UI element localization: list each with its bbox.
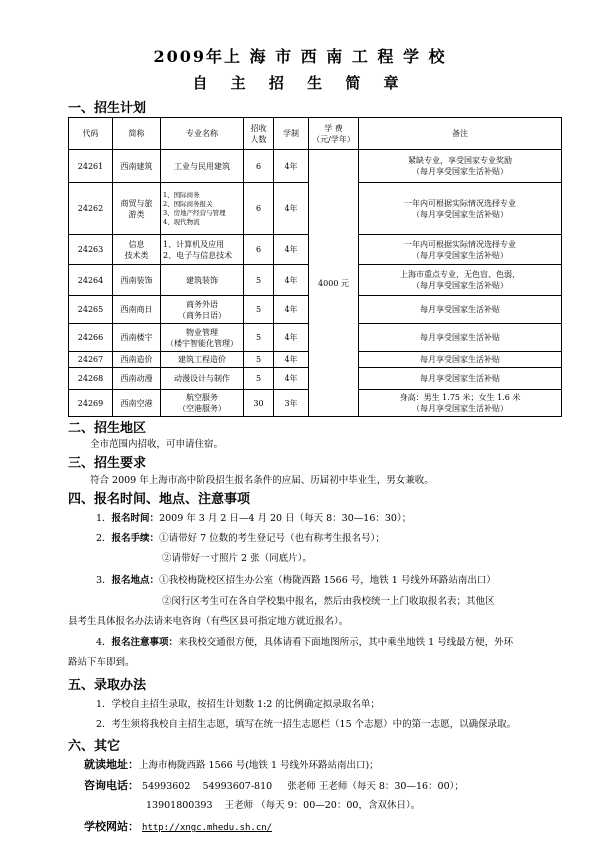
section-heading-requirement: 三、招生要求 [68, 456, 147, 471]
table-row: 24263 信息 技术类 1、计算机及应用 2、电子与信息技术 6 4年 一年内可根据实际情况选择专业 （每月享受国家生活补贴） [69, 235, 562, 265]
table-row: 24267 西南造价 建筑工程造价 5 4年 每月享受国家生活补贴 [69, 352, 562, 368]
contact-phone: 咨询电话： 54993602 54993607-810 张老师 王老师（每天 8：30—16：00）； [84, 779, 464, 792]
requirement-text: 符合 2009 年上海市高中阶段招生报名条件的应届、历届初中毕业生，男女兼收。 [90, 475, 434, 486]
signup-time: 1．报名时间：2009 年 3 月 2 日—4 月 20 日（每天 8：30—16：30）； [96, 513, 412, 524]
contact-phone-2: 13901800393 王老师 （每天 9：00—20：00，含双休日）。 [146, 800, 421, 811]
header-major: 专业名称 [161, 118, 244, 150]
admission-rule-2: 2．考生须将我校自主招生志愿，填写在统一招生志愿栏（15 个志愿）中的第一志愿，以确保录取。 [96, 719, 517, 730]
section-heading-other: 六、其它 [68, 739, 121, 754]
page-subtitle: 自 主 招 生 简 章 [192, 74, 408, 92]
header-years: 学制 [274, 118, 309, 150]
signup-procedure-2: ②请带好一寸照片 2 张（同底片）。 [162, 553, 312, 564]
table-row: 24266 西南楼宇 物业管理 （楼宇智能化管理） 5 4年 每月享受国家生活补贴 [69, 324, 562, 352]
table-row: 24264 西南装饰 建筑装饰 5 4年 上海市重点专业，无色盲、色弱， （每月享受国家生活补贴） [69, 265, 562, 296]
table-row: 24265 西南商日 商务外语 （商务日语） 5 4年 每月享受国家生活补贴 [69, 296, 562, 324]
school-website-link[interactable]: http://xngc.mhedu.sh.cn/ [142, 823, 273, 833]
table-row: 24262 商贸与旅 游类 1、国际商务 2、国际商务报关 3、房地产经营与管理 4、现代物流 6 4年 一年内可根据实际情况选择专业 （每月享受国家生活补贴） [69, 183, 562, 235]
section-heading-plan: 一、招生计划 [68, 101, 147, 116]
header-fee: 学 费 （元/学年） [309, 118, 359, 150]
header-short-name: 简称 [113, 118, 161, 150]
school-address: 就读地址：上海市梅陇西路 1566 号(地铁 1 号线外环路站南出口)； [84, 758, 379, 771]
signup-place: 3．报名地点：①我校梅陇校区招生办公室（梅陇西路 1566 号，地铁 1 号线外环路站南出口） [96, 575, 496, 586]
header-enrollment: 招收 人数 [244, 118, 274, 150]
fee-cell: 4000 元 [309, 150, 359, 417]
signup-procedure: 2．报名手续：①请带好 7 位数的考生登记号（也有称考生报名号）； [96, 533, 385, 544]
school-website: 学校网站： http://xngc.mhedu.sh.cn/ [84, 820, 273, 833]
signup-place-2: ②闵行区考生可在各自学校集中报名，然后由我校统一上门收取报名表；其他区 [162, 596, 495, 607]
signup-note-2: 路站下车即到。 [68, 657, 135, 668]
table-row: 24268 西南动漫 动漫设计与制作 5 4年 每月享受国家生活补贴 [69, 368, 562, 390]
header-code: 代码 [69, 118, 113, 150]
signup-note: 4．报名注意事项：来我校交通很方便，具体请看下面地图所示，其中乘坐地铁 1 号线最方便，外环 [96, 637, 514, 648]
section-heading-admission: 五、录取办法 [68, 678, 147, 693]
header-remark: 备注 [359, 118, 562, 150]
signup-place-3: 县考生具体报名办法请来电咨询（有些区县可指定地方就近报名）。 [68, 616, 349, 627]
page-title: 2009年上 海 市 西 南 工 程 学 校 [153, 47, 447, 66]
section-heading-region: 二、招生地区 [68, 421, 147, 436]
region-text: 全市范围内招收，可申请住宿。 [90, 439, 224, 450]
table-row: 24269 西南空港 航空服务 （空港服务） 30 3年 身高：男生 1.75 米；女生 1.6 米 （每月享受国家生活补贴） [69, 390, 562, 417]
enrollment-plan-table [68, 117, 562, 417]
table-header-row [69, 118, 562, 150]
section-heading-signup: 四、报名时间、地点、注意事项 [68, 492, 251, 507]
admission-rule-1: 1．学校自主招生录取，按招生计划数 1:2 的比例确定拟录取名单； [96, 699, 380, 710]
table-row: 24261 西南建筑 工业与民用建筑 6 4年 4000 元 紧缺专业，享受国家专业奖励 （每月享受国家生活补贴） [69, 150, 562, 183]
